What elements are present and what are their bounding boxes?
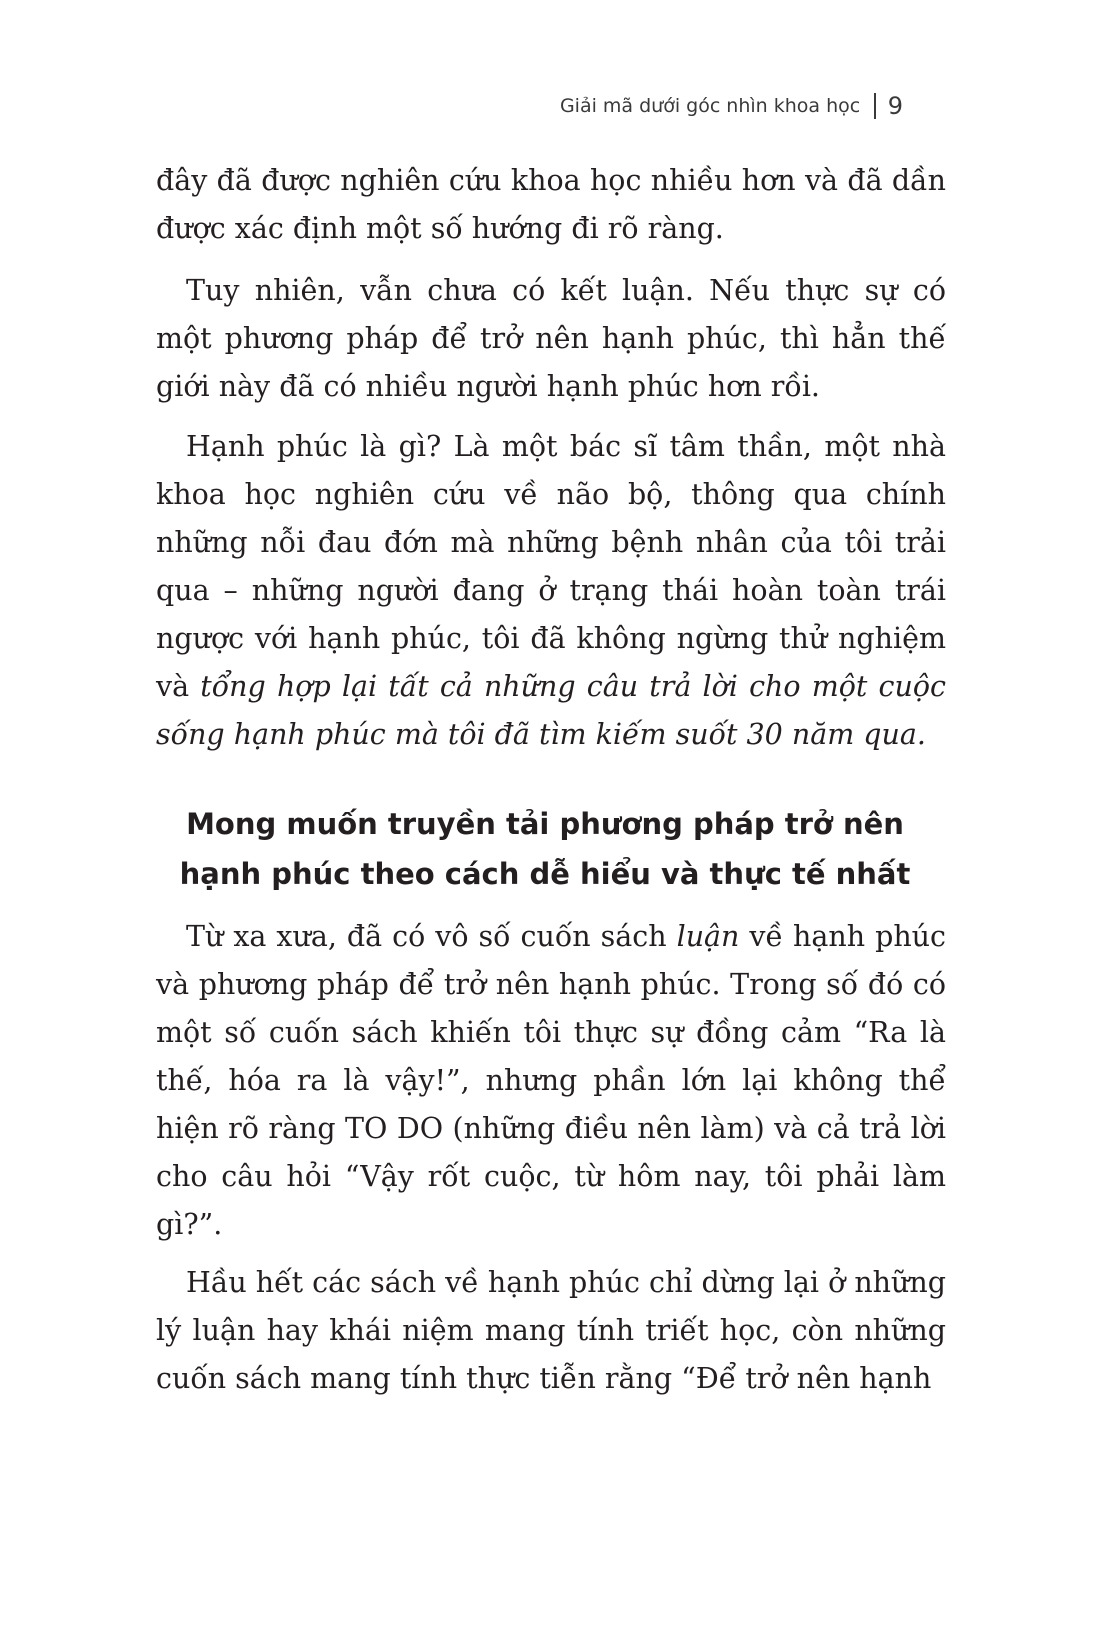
section-heading: Mong muốn truyền tải phương pháp trở nên hạnh phúc theo cách dễ hiểu và thực tế nhất (179, 807, 911, 891)
paragraph-1-text: đây đã được nghiên cứu khoa học nhiều hơn và đã dần được xác định một số hướng đi rõ ràng. (156, 164, 946, 245)
paragraph-4 (156, 913, 946, 1249)
paragraph-1 (156, 157, 946, 253)
paragraph-5-text: Hầu hết các sách về hạnh phúc chỉ dừng lại ở những lý luận hay khái niệm mang tính triết học, còn những cuốn sách mang tính thực tiễn rằng “Để trở nên hạnh (156, 1266, 946, 1395)
header-divider (874, 93, 876, 119)
running-header (560, 92, 903, 120)
running-title: Giải mã dưới góc nhìn khoa học (559, 95, 861, 117)
page-number: 9 (887, 92, 903, 120)
paragraph-4-text (156, 913, 946, 1249)
paragraph-2-text: Tuy nhiên, vẫn chưa có kết luận. Nếu thực sự có một phương pháp để trở nên hạnh phúc, thì hẳn thế giới này đã có nhiều người hạnh phúc hơn rồi. (156, 274, 946, 403)
paragraph-4-plain-end: về hạnh phúc và phương pháp để trở nên hạnh phúc. Trong số đó có một số cuốn sách khiến tôi thực sự đồng cảm “Ra là thế, hóa ra là vậy!”, nhưng phần lớn lại không thể hiện rõ ràng TO DO (những điều nên làm) và cả trả lời cho câu hỏi “Vậy rốt cuộc, từ hôm nay, tôi phải làm gì?”. (156, 920, 946, 1241)
paragraph-3 (156, 423, 946, 759)
paragraph-4-plain-start: Từ xa xưa, đã có vô số cuốn sách (186, 920, 677, 953)
paragraph-2 (156, 267, 946, 411)
paragraph-4-italic: luận (676, 920, 740, 953)
paragraph-3-plain: Hạnh phúc là gì? Là một bác sĩ tâm thần, một nhà khoa học nghiên cứu về não bộ, thông qua chính những nỗi đau đớn mà những bệnh nhân của tôi trải qua – những người đang ở trạng thái hoàn toàn trái ngược với hạnh phúc, tôi đã không ngừng thử nghiệm và (156, 430, 946, 703)
paragraph-3-text (156, 423, 946, 759)
paragraph-3-italic: tổng hợp lại tất cả những câu trả lời cho một cuộc sống hạnh phúc mà tôi đã tìm kiếm suốt 30 năm qua. (156, 670, 946, 751)
paragraph-5 (156, 1259, 946, 1403)
